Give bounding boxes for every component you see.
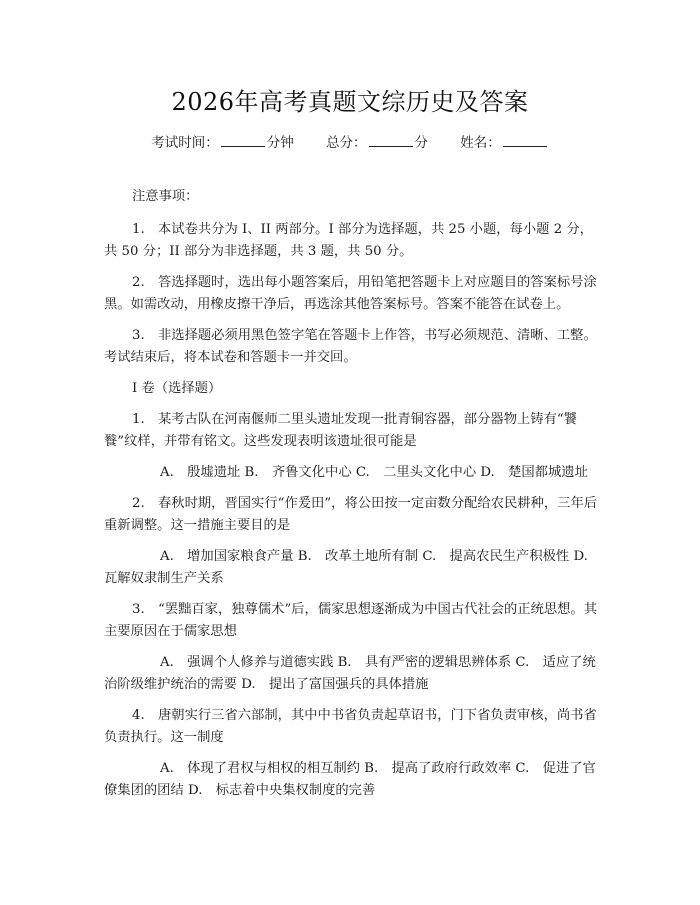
total-score-blank: [369, 134, 413, 147]
question-options: A. 增加国家粮食产量 B. 改革土地所有制 C. 提高农民生产积极性 D. 瓦解奴隶制生产关系: [104, 549, 602, 586]
exam-time-blank: [221, 134, 265, 147]
question-stem: 3. “罢黜百家，独尊儒术”后，儒家思想逐渐成为中国古代社会的正统思想。其主要原因在于儒家思想: [104, 602, 598, 639]
exam-info-line: [0, 131, 700, 151]
total-score-label: 总分：: [326, 135, 367, 151]
exam-time-label: 考试时间：: [151, 135, 219, 151]
document-body: [104, 186, 600, 811]
question-options: A. 强调个人修养与道德实践 B. 具有严密的逻辑思辨体系 C. 适应了统治阶级维护统治的需要 D. 提出了富国强兵的具体措施: [104, 655, 596, 692]
question-stem: 2. 春秋时期，晋国实行“作爰田”，将公田按一定亩数分配给农民耕种，三年后重新调整。这一措施主要目的是: [104, 496, 598, 533]
total-score-unit: 分: [414, 135, 428, 151]
exam-time-unit: 分钟: [266, 135, 294, 151]
question-stem: 4. 唐朝实行三省六部制，其中中书省负责起草诏书，门下省负责审核，尚书省负责执行。这一制度: [104, 708, 597, 745]
page-title: 2026年高考真题文综历史及答案: [171, 88, 529, 116]
notice-item: 1. 本试卷共分为 I、II 两部分。I 部分为选择题，共 25 小题，每小题 2 分，共 50 分；II 部分为非选择题，共 3 题，共 50 分。: [104, 222, 593, 259]
question-options: A. 殷墟遗址 B. 齐鲁文化中心 C. 二里头文化中心 D. 楚国都城遗址: [160, 465, 588, 480]
section-heading: I 卷（选择题）: [132, 381, 222, 396]
notice-item: 3. 非选择题必须用黑色签字笔在答题卡上作答，书写必须规范、清晰、工整。考试结束后，将本试卷和答题卡一并交回。: [104, 328, 597, 365]
student-name: [460, 135, 549, 151]
exam-time: [151, 135, 294, 151]
notice-item: 2. 答选择题时，选出每小题答案后，用铅笔把答题卡上对应题目的答案标号涂黑。如需改动，用橡皮擦干净后，再选涂其他答案标号。答案不能答在试卷上。: [104, 275, 597, 312]
question-stem: 1. 某考古队在河南偃师二里头遗址发现一批青铜容器，部分器物上铸有“饕餮”纹样，并带有铭文。这些发现表明该遗址很可能是: [104, 412, 577, 449]
question-options: A. 体现了君权与相权的相互制约 B. 提高了政府行政效率 C. 促进了官僚集团的团结 D. 标志着中央集权制度的完善: [104, 761, 596, 798]
student-name-blank: [503, 134, 547, 147]
student-name-label: 姓名：: [460, 135, 501, 151]
notice-heading: 注意事项：: [132, 189, 199, 204]
total-score: [326, 135, 428, 151]
